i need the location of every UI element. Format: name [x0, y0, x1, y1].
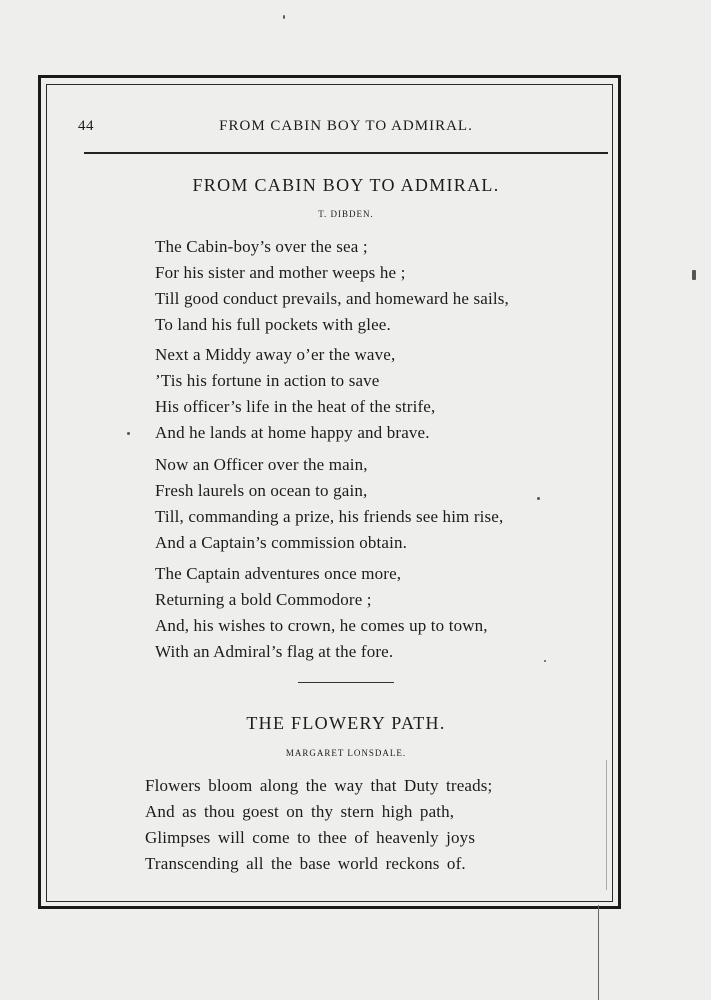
poem-line: The Captain adventures once more,	[155, 564, 402, 583]
poem-line: ’Tis his fortune in action to save	[155, 371, 380, 390]
poem-line: And a Captain’s commission obtain.	[155, 533, 408, 552]
poem-line: His officer’s life in the heat of the strife,	[155, 397, 436, 416]
poem-line: The Cabin-boy’s over the sea ;	[155, 237, 368, 256]
scan-speck	[692, 270, 696, 280]
poem1-stanza-3	[155, 452, 575, 556]
poem-line: And as thou goest on thy stern high path,	[145, 802, 455, 821]
poem-line: To land his full pockets with glee.	[155, 315, 391, 334]
poem1-stanza-2	[155, 342, 575, 446]
scan-speck	[283, 15, 285, 19]
scan-speck	[544, 660, 546, 662]
scan-speck	[127, 432, 130, 435]
poem1-author: T. DIBDEN.	[318, 209, 374, 219]
scan-speck	[537, 497, 540, 500]
section-separator	[298, 682, 394, 683]
poem-line: Till, commanding a prize, his friends see him rise,	[155, 507, 504, 526]
poem-line: Returning a bold Commodore ;	[155, 590, 372, 609]
poem-line: Flowers bloom along the way that Duty treads;	[145, 776, 493, 795]
poem-line: Till good conduct prevails, and homeward he sails,	[155, 289, 509, 308]
poem1-stanza-4	[155, 561, 575, 665]
paper-tear	[598, 905, 599, 1000]
header-rule	[84, 152, 608, 154]
poem1-title: FROM CABIN BOY TO ADMIRAL.	[192, 175, 500, 195]
poem-line: For his sister and mother weeps he ;	[155, 263, 406, 282]
poem-line: And he lands at home happy and brave.	[155, 423, 430, 442]
poem-line: With an Admiral’s flag at the fore.	[155, 642, 394, 661]
poem-line: Now an Officer over the main,	[155, 455, 368, 474]
page-number: 44	[78, 118, 94, 134]
running-head: FROM CABIN BOY TO ADMIRAL.	[219, 118, 473, 134]
poem2-author: MARGARET LONSDALE.	[285, 748, 407, 758]
poem-line: Transcending all the base world reckons of.	[145, 854, 466, 873]
paper-crease	[606, 760, 607, 890]
poem-line: Glimpses will come to thee of heavenly joys	[145, 828, 476, 847]
poem-line: Fresh laurels on ocean to gain,	[155, 481, 368, 500]
poem2-title: THE FLOWERY PATH.	[246, 713, 446, 733]
poem-line: And, his wishes to crown, he comes up to town,	[155, 616, 488, 635]
poem2-stanza	[145, 773, 585, 877]
poem1-stanza-1	[155, 234, 575, 338]
poem-line: Next a Middy away o’er the wave,	[155, 345, 396, 364]
